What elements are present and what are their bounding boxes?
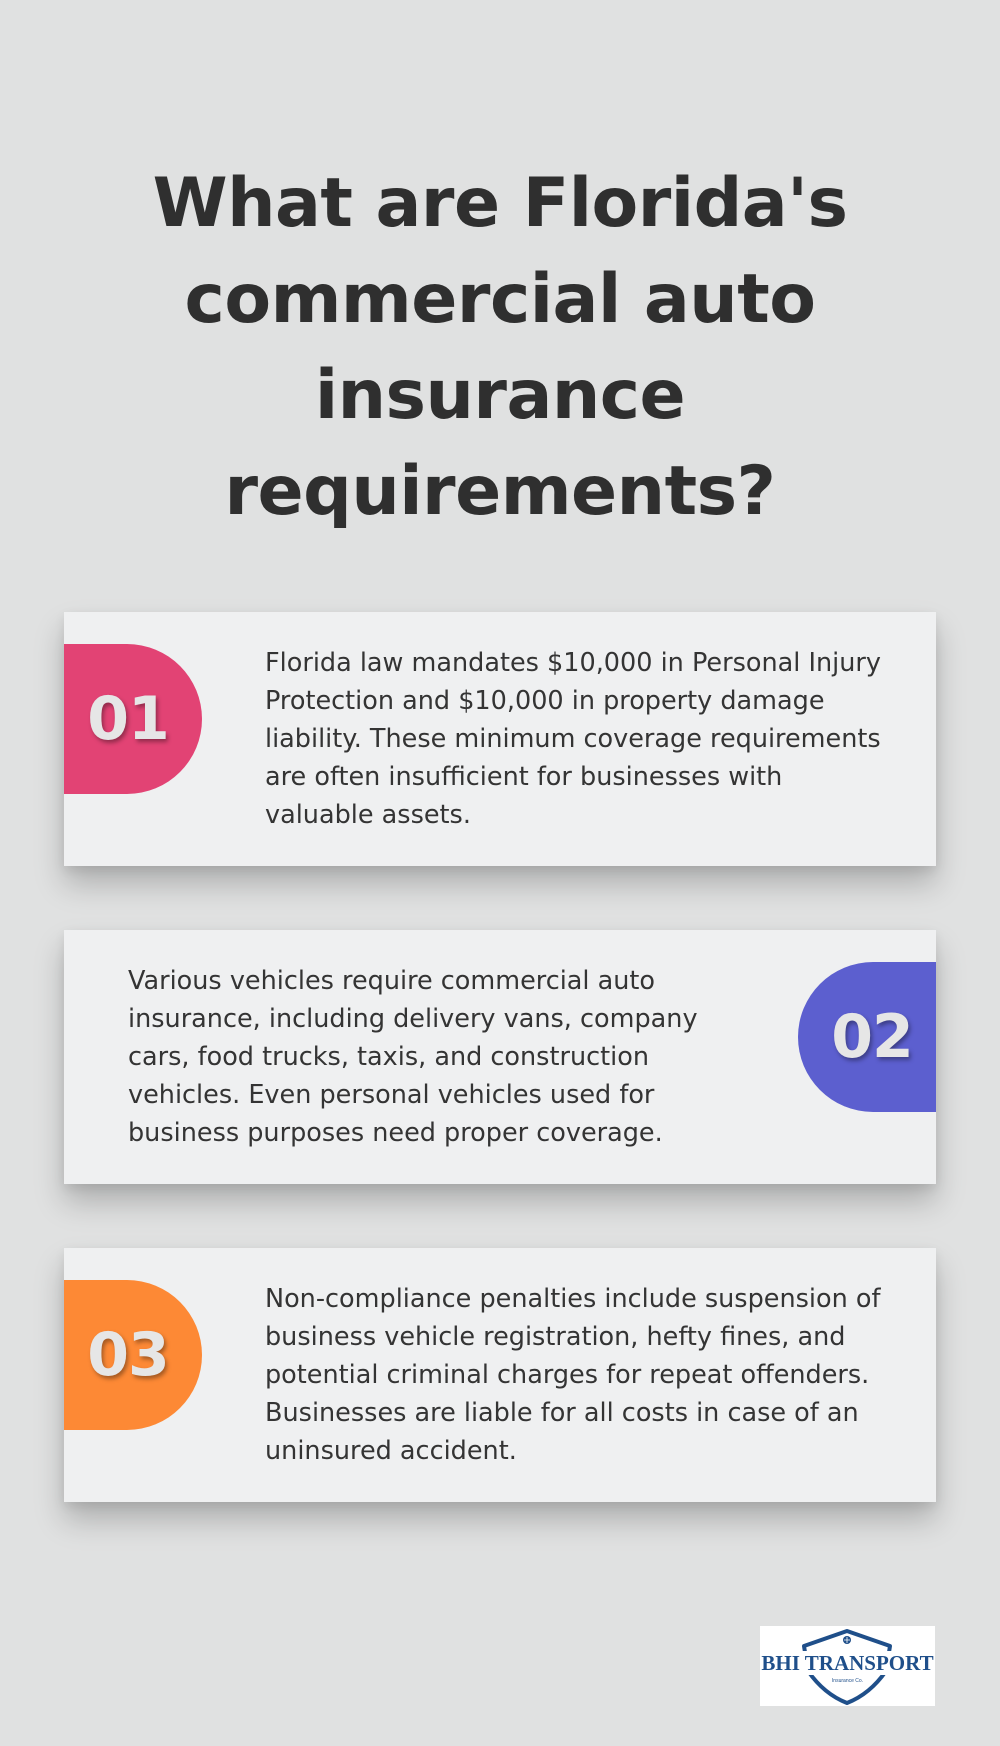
company-logo (760, 1626, 935, 1706)
page-title: What are Florida's commercial auto insurance requirements? (152, 163, 848, 531)
requirement-card-3 (64, 1248, 936, 1502)
shield-icon (760, 1626, 935, 1706)
logo-tagline: Insurance Co. (831, 1678, 864, 1684)
number-badge-1 (64, 644, 202, 794)
requirement-card-2 (64, 930, 936, 1184)
card-text: Florida law mandates $10,000 in Personal Injury Protection and $10,000 in property damage liability. These minimum coverage requirements are often insufficient for businesses with valuable assets. (265, 648, 881, 830)
requirement-card-1 (64, 612, 936, 866)
logo-name: BHI TRANSPORT (761, 1651, 934, 1675)
card-text: Non-compliance penalties include suspension of business vehicle registration, hefty fines, and potential criminal charges for repeat offenders. Businesses are liable for all costs in case of an uninsured accident. (265, 1284, 881, 1466)
card-number: 01 (87, 684, 169, 754)
card-number: 02 (831, 1002, 913, 1072)
number-badge-3 (64, 1280, 202, 1430)
card-text: Various vehicles require commercial auto insurance, including delivery vans, company cars, food trucks, taxis, and construction vehicles. Even personal vehicles used for business purposes need proper coverage. (128, 966, 698, 1148)
number-badge-2 (798, 962, 936, 1112)
card-number: 03 (87, 1320, 169, 1390)
